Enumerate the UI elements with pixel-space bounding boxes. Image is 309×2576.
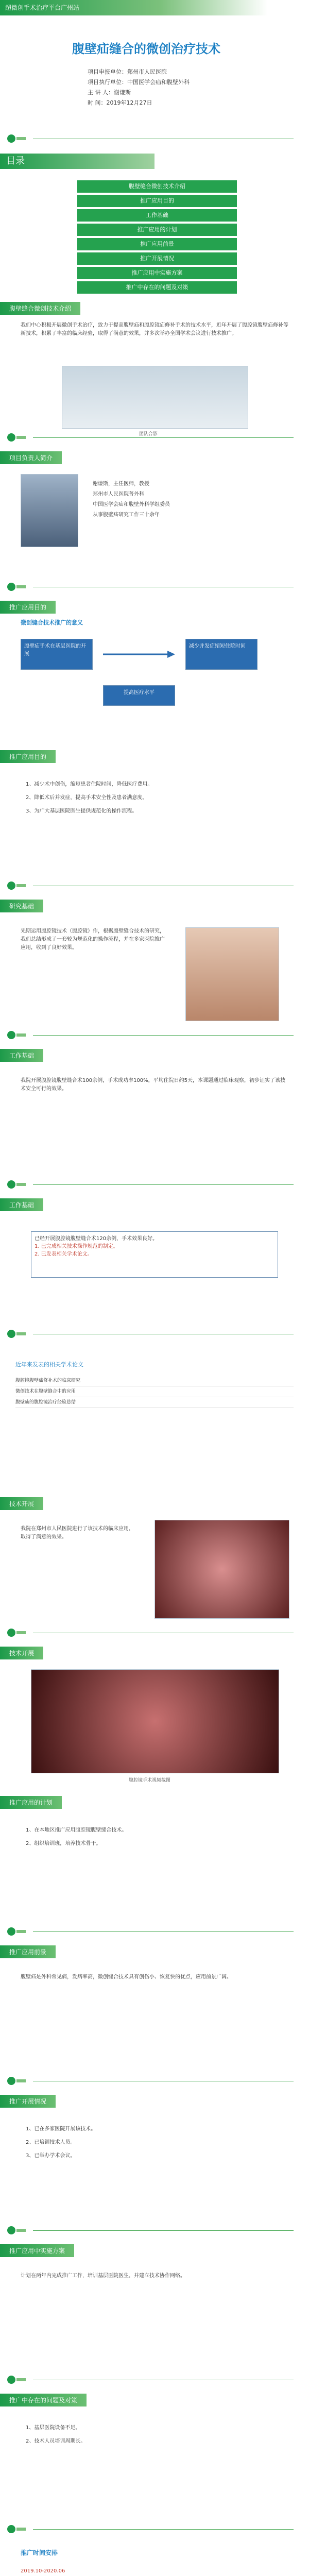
flow-chip: 推广应用目的 <box>0 601 56 614</box>
progress-text: 我院在郑州市人民医院进行了该技术的临床应用，取得了满意的效果。 <box>21 1526 134 1540</box>
basis-text: 先期运用腹腔镜技术（腹腔镜）作，根据腹壁缝合技术的研究，我们总结形成了一套较为规范化的操作流程，并在多家医院推广应用，收到了良好效果。 <box>21 928 165 951</box>
flow-left-box: 腹壁疝手术在基层医院的开展 <box>21 639 93 670</box>
toc-item[interactable]: 推广中存在的问题及对策 <box>77 281 237 294</box>
intro-text: 我们中心积极开展微创手术治疗，致力于提高腹壁疝和腹腔镜疝修补手术的技术水平，近年开展了腹腔镜腹壁疝修补等新技术，积累了丰富的临床经验，取得了满意的效果，并多次举办全国学术会议进行技术推广。 <box>21 323 288 336</box>
hospital-logo-icon <box>6 2523 27 2535</box>
prospect-chip: 推广应用前景 <box>0 1945 56 1958</box>
work-text: 我院开展腹腔镜腹壁缝合术100余例，手术成功率100%，平均住院日约5天，本课题通过临床观察，初步证实了该技术安全可行的效果。 <box>21 1078 286 1092</box>
flow-title: 微创缝合技术推广的意义 <box>21 619 83 626</box>
speaker-line: 郑州市人民医院普外科 <box>93 492 144 497</box>
footer-divider <box>33 2529 294 2530</box>
flow-bottom-box: 提高医疗水平 <box>103 685 175 706</box>
problems-slide <box>0 2391 309 2540</box>
team-photo-caption: 团队合影 <box>139 432 158 437</box>
hospital-logo-icon <box>6 1926 27 1937</box>
hospital-logo-icon <box>6 2075 27 2087</box>
paper-row: 腹腔镜腹壁疝修补术的临床研究 <box>15 1376 294 1386</box>
footer-divider <box>33 437 294 438</box>
basis-slide <box>0 896 309 1046</box>
problems-item: 1、基层医院设备不足。 <box>26 2425 81 2431</box>
speaker-chip: 项目负责人简介 <box>0 451 62 464</box>
work-chip: 工作基础 <box>0 1049 43 1062</box>
hospital-logo-icon <box>6 581 27 592</box>
plan-line: 1. 已完成相关技术操作规范的制定。 <box>35 1244 118 1249</box>
team-photo <box>62 366 248 429</box>
hospital-logo-icon <box>6 1328 27 1340</box>
footer-divider <box>33 1931 294 1932</box>
cover-meta-line: 项目申报单位：郑州市人民医院 <box>88 69 167 75</box>
status-slide <box>0 2092 309 2242</box>
progress-slide <box>0 1494 309 1644</box>
surgery-photo <box>154 1520 289 1619</box>
paper-list <box>15 1376 294 1408</box>
video-slide <box>0 1643 309 1793</box>
toc-item[interactable]: 推广开展情况 <box>77 252 237 265</box>
purpose-item: 2、降低术后并发症，提高手术安全性及患者满意度。 <box>26 795 148 801</box>
cover-meta-line: 项目执行单位：中国医学会疝和腹壁外科 <box>88 79 190 86</box>
plan-chip: 工作基础 <box>0 1198 43 1211</box>
application-chip: 推广应用的计划 <box>0 1796 62 1809</box>
plan-box <box>31 1231 278 1278</box>
cover-slide <box>0 0 309 150</box>
basis-chip: 研究基础 <box>0 900 43 912</box>
cover-meta-line: 时 间：2019年12月27日 <box>88 99 152 106</box>
cover-banner: 超微创手术治疗平台广州站 <box>0 0 268 15</box>
speaker-line: 谢谦斯，主任医师，教授 <box>93 481 149 487</box>
problems-item: 2、技术人员培训周期长。 <box>26 2438 86 2444</box>
speaker-slide <box>0 448 309 598</box>
status-item: 3、已举办学术会议。 <box>26 2153 76 2159</box>
problems-chip: 推广中存在的问题及对策 <box>0 2394 87 2406</box>
toc-item[interactable]: 腹壁缝合微创技术介绍 <box>77 180 237 193</box>
status-list <box>26 2123 283 2163</box>
speaker-line: 从事腹壁疝研究工作三十余年 <box>93 512 160 518</box>
toc-item[interactable]: 推广应用的计划 <box>77 224 237 236</box>
paper-slide <box>0 1345 309 1495</box>
video-caption: 腹腔镜手术视频截图 <box>129 1778 171 1783</box>
application-list <box>26 1824 283 1851</box>
toc-title: 目录 <box>0 154 154 169</box>
basis-photo <box>185 927 279 1021</box>
hospital-logo-icon <box>6 880 27 891</box>
progress-chip: 技术开展 <box>0 1497 43 1510</box>
prospect-text: 腹壁疝是外科常见病，发病率高，微创缝合技术具有创伤小、恢复快的优点，应用前景广阔。 <box>21 1974 232 1980</box>
hospital-logo-icon <box>6 432 27 443</box>
speaker-line: 中国医学会疝和腹壁外科学组委员 <box>93 502 170 507</box>
hospital-logo-icon <box>6 1029 27 1041</box>
intro-slide <box>0 299 309 449</box>
timeline-period: 2019.10-2020.06 <box>21 2568 65 2574</box>
toc-item[interactable]: 推广应用目的 <box>77 195 237 207</box>
plan-line: 2. 已发表相关学术论文。 <box>35 1251 93 1257</box>
timeline-list <box>21 2566 288 2576</box>
intro-chip: 腹壁缝合微创技术介绍 <box>0 302 80 315</box>
hospital-logo-icon <box>6 1179 27 1190</box>
plan-line: 已经开展腹腔镜腹壁缝合术120余例，手术效果良好。 <box>35 1236 158 1242</box>
flow-arrow-icon <box>103 649 175 659</box>
timeline-slide <box>0 2540 309 2576</box>
cover-meta-line: 主 讲 人：谢谦斯 <box>88 89 131 96</box>
flow-right-box: 减少并发症缩短住院时间 <box>185 639 258 670</box>
status-item: 1、已在多家医院开展该技术。 <box>26 2126 96 2132</box>
timeline-title: 推广时间安排 <box>21 2549 58 2556</box>
problems-list <box>26 2421 283 2448</box>
hospital-logo-icon <box>6 1627 27 1638</box>
application-item: 2、组织培训班，培养技术骨干。 <box>26 1841 101 1846</box>
footer-divider <box>33 1184 294 1185</box>
application-slide <box>0 1793 309 1943</box>
speaker-photo <box>21 474 78 547</box>
toc-slide <box>0 149 309 299</box>
video-frame[interactable] <box>31 1669 279 1773</box>
paper-row: 微创技术在腹壁缝合中的应用 <box>15 1386 294 1397</box>
scheme-chip: 推广应用中实施方案 <box>0 2244 74 2257</box>
purpose-slide <box>0 747 309 897</box>
footer-divider <box>33 2230 294 2231</box>
video-chip: 技术开展 <box>0 1647 43 1659</box>
application-item: 1、在本地区推广应用腹腔镜腹壁缝合技术。 <box>26 1827 127 1833</box>
purpose-item: 1、减少术中创伤，缩短患者住院时间，降低医疗费用。 <box>26 782 153 787</box>
hospital-logo-icon <box>6 2374 27 2385</box>
cover-title: 腹壁疝缝合的微创治疗技术 <box>72 42 220 56</box>
prospect-slide <box>0 1942 309 2092</box>
purpose-chip: 推广应用目的 <box>0 750 56 763</box>
paper-heading: 近年来发表的相关学术论文 <box>15 1361 83 1368</box>
footer-divider <box>33 1035 294 1036</box>
toc-item[interactable]: 工作基础 <box>77 209 237 222</box>
work-slide <box>0 1046 309 1196</box>
flow-slide <box>0 598 309 748</box>
status-item: 2、已培训技术人员。 <box>26 2140 76 2145</box>
speaker-info <box>93 479 170 520</box>
cover-meta <box>88 67 190 108</box>
purpose-list <box>26 778 283 818</box>
purpose-item: 3、为广大基层医院医生提供规范化的操作流程。 <box>26 808 138 814</box>
toc-item[interactable]: 推广应用前景 <box>77 238 237 250</box>
plan-slide <box>0 1195 309 1345</box>
hospital-logo-icon <box>6 133 27 144</box>
scheme-slide <box>0 2241 309 2391</box>
scheme-text: 计划在两年内完成推广工作，培训基层医院医生，并建立技术协作网络。 <box>21 2273 185 2279</box>
paper-row: 腹壁疝的腹腔镜治疗经验总结 <box>15 1397 294 1408</box>
hospital-logo-icon <box>6 2225 27 2236</box>
toc-item[interactable]: 推广应用中实施方案 <box>77 267 237 279</box>
status-chip: 推广开展情况 <box>0 2095 56 2108</box>
